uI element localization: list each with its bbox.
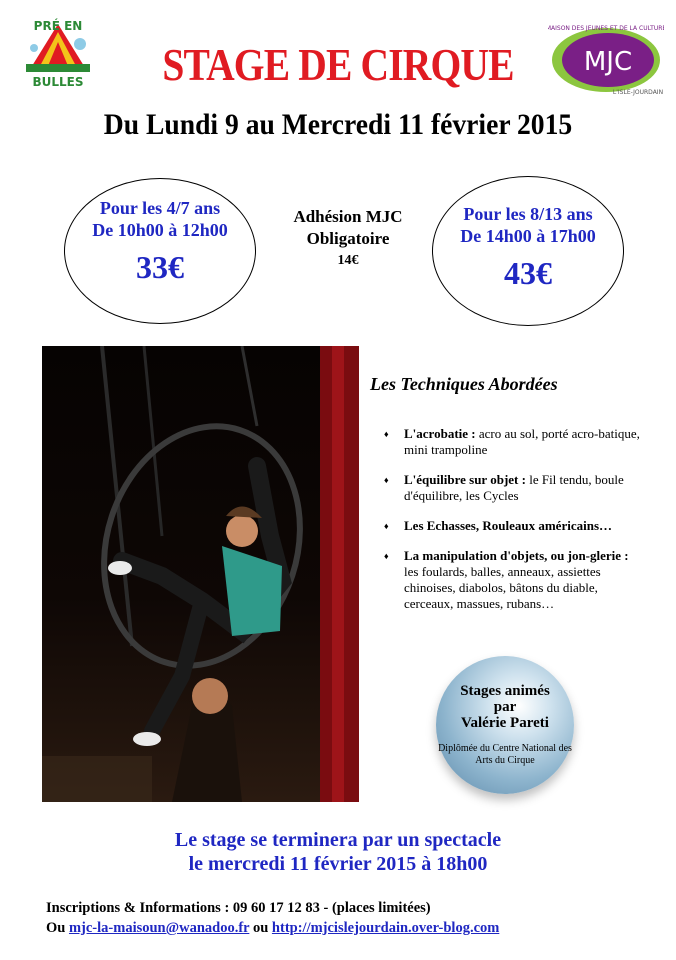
techniques-list	[384, 426, 644, 626]
svg-text:MAISON DES JEUNES ET DE LA CUL: MAISON DES JEUNES ET DE LA CULTURE	[548, 25, 664, 32]
closing-announcement	[0, 828, 676, 876]
logo-left-bottom-text: BULLES	[32, 75, 84, 89]
closing-line2: le mercredi 11 février 2015 à 18h00	[188, 853, 488, 875]
website-link[interactable]: http://mjcislejourdain.over-blog.com	[271, 920, 500, 936]
mjc-logo-text: MJC	[583, 47, 633, 77]
price-older: 43€	[504, 255, 552, 291]
instructor-info	[436, 683, 574, 767]
contact-line1: Inscriptions & Informations : 09 60 17 12 83 - (places limitées)	[46, 900, 431, 916]
logo-left-top-text: PRÉ EN	[33, 19, 83, 33]
hours-young: De 10h00 à 12h00	[92, 220, 228, 240]
list-item: ♦ L'acrobatie : acro au sol, porté acro-batique, mini trampoline	[384, 426, 644, 458]
price-circle-young	[64, 178, 256, 324]
membership-note	[268, 206, 428, 272]
stage-dates: Du Lundi 9 au Mercredi 11 février 2015	[103, 108, 573, 141]
membership-line2: Obligatoire	[306, 229, 390, 248]
page-title: STAGE DE CIRQUE	[162, 39, 514, 90]
techniques-title: Les Techniques Abordées	[370, 374, 558, 394]
price-young: 33€	[136, 249, 184, 285]
age-range-older: Pour les 8/13 ans	[463, 204, 593, 224]
closing-line1: Le stage se terminera par un spectacle	[174, 829, 502, 851]
email-link[interactable]: mjc-la-maisoun@wanadoo.fr	[68, 920, 250, 936]
instructor-line2: par	[493, 699, 517, 715]
price-circle-older	[432, 176, 624, 326]
contact-line2: Ou mjc-la-maisoun@wanadoo.fr ou http://mjcislejourdain.over-blog.com	[46, 920, 500, 936]
hours-older: De 14h00 à 17h00	[460, 226, 596, 246]
svg-text:L'ISLE-JOURDAIN: L'ISLE-JOURDAIN	[612, 89, 664, 96]
membership-fee: 14€	[337, 253, 359, 268]
list-item: ♦ Les Echasses, Rouleaux américains…	[384, 518, 644, 534]
membership-line1: Adhésion MJC	[293, 207, 403, 226]
contact-info	[46, 898, 499, 938]
instructor-line1: Stages animés	[460, 683, 550, 699]
list-item: ♦ La manipulation d'objets, ou jon-glerie : les foulards, balles, anneaux, assiettes chinoises, diabolos, bâtons du diable, cerceaux, massues, rubans…	[384, 548, 644, 612]
instructor-diploma: Diplômée du Centre National des Arts du Cirque	[438, 743, 572, 766]
list-item: ♦ L'équilibre sur objet : le Fil tendu, boule d'équilibre, les Cycles	[384, 472, 644, 504]
aerial-hoop-photo	[42, 346, 359, 802]
instructor-name: Valérie Pareti	[461, 715, 549, 731]
age-range-young: Pour les 4/7 ans	[99, 198, 221, 218]
